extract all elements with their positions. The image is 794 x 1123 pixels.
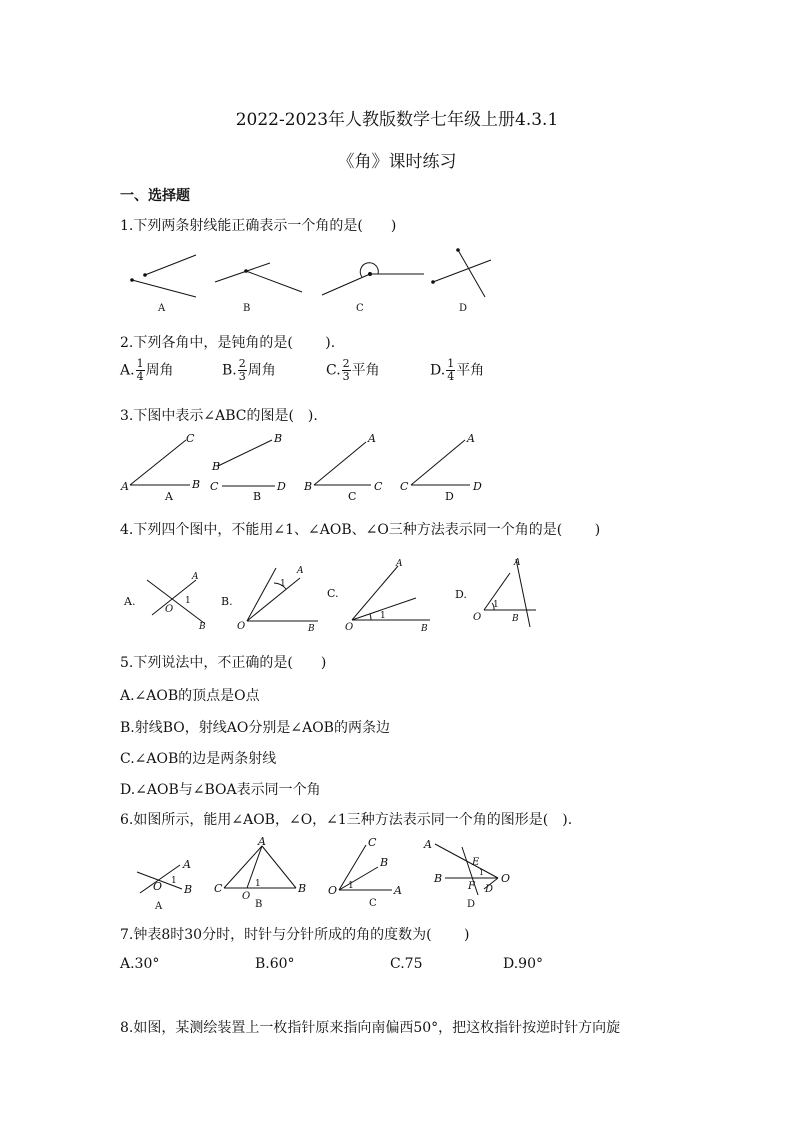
- svg-text:B: B: [380, 856, 389, 869]
- svg-text:D: D: [485, 884, 494, 895]
- q1-label-a: A: [158, 303, 166, 314]
- svg-text:A: A: [368, 432, 376, 445]
- q4-figure-d: [455, 558, 536, 627]
- svg-text:D.: D.: [455, 588, 467, 601]
- svg-text:C: C: [186, 432, 195, 445]
- svg-text:C: C: [368, 836, 377, 849]
- q3-figure-a: [120, 432, 200, 503]
- q6-figure-b: [214, 835, 306, 910]
- q1-figure-a: [130, 255, 196, 314]
- svg-text:B: B: [421, 624, 428, 634]
- svg-text:B: B: [304, 480, 313, 493]
- q6-figure-a: [137, 858, 192, 912]
- svg-text:B.: B.: [221, 595, 233, 608]
- question-2: 2.下列各角中，是钝角的是( ).: [120, 335, 336, 351]
- svg-text:O: O: [242, 891, 251, 902]
- svg-text:E: E: [472, 857, 480, 868]
- q3-figure-d: [400, 432, 482, 503]
- q1-figure-d: [431, 248, 491, 314]
- svg-text:O: O: [501, 872, 511, 885]
- q2-option-c: C. $\frac{2}{3}$ 平角: [326, 357, 380, 383]
- svg-text:D: D: [277, 480, 286, 493]
- doc-title-line1: 2022-2023年人教版数学七年级上册4.3.1: [235, 110, 559, 130]
- question-7: 7.钟表8时30分时，时针与分针所成的角的度数为( ): [120, 927, 470, 943]
- q3-figure-c: [303, 432, 383, 503]
- svg-text:A: A: [165, 490, 173, 503]
- q4-figure-b: [221, 566, 318, 634]
- svg-text:1: 1: [171, 876, 177, 886]
- svg-text:B: B: [212, 460, 221, 473]
- svg-text:B: B: [184, 883, 193, 896]
- q5-option-b: B.射线BO，射线AO分别是∠AOB的两条边: [120, 720, 390, 736]
- svg-text:B: B: [253, 490, 262, 503]
- question-3: 3.下图中表示∠ABC的图是( ).: [120, 408, 318, 424]
- svg-text:O: O: [237, 621, 246, 632]
- q3-figure-b: [210, 432, 286, 503]
- question-5: 5.下列说法中，不正确的是( ): [120, 655, 327, 671]
- svg-text:A: A: [467, 432, 475, 445]
- svg-text:C: C: [400, 480, 409, 493]
- q3-figures: [0, 430, 794, 503]
- svg-text:O: O: [328, 884, 338, 897]
- svg-text:B: B: [512, 614, 519, 624]
- svg-text:A: A: [258, 835, 266, 848]
- svg-text:A: A: [121, 480, 129, 493]
- svg-text:A: A: [396, 559, 403, 569]
- q4-figures: [0, 553, 794, 633]
- svg-text:C: C: [214, 882, 223, 895]
- svg-text:C: C: [348, 490, 357, 503]
- q7-option-b: B.60°: [255, 956, 295, 972]
- svg-text:1: 1: [185, 596, 191, 606]
- svg-text:A: A: [183, 858, 191, 871]
- q6-figure-c: [328, 836, 402, 909]
- question-8: 8.如图，某测绘装置上一枚指针原来指向南偏西50°，把这枚指针按逆时针方向旋: [120, 1020, 621, 1036]
- q6-figures: [0, 835, 794, 915]
- svg-text:B: B: [199, 622, 206, 632]
- svg-text:1: 1: [255, 879, 261, 889]
- q6-figure-d: [423, 838, 510, 910]
- q5-option-d: D.∠AOB与∠BOA表示同一个角: [120, 782, 321, 798]
- svg-text:A: A: [424, 838, 432, 851]
- svg-text:1: 1: [380, 611, 386, 621]
- svg-text:O: O: [473, 612, 482, 623]
- q4-figure-a: [123, 572, 206, 632]
- q1-figures: [0, 245, 794, 325]
- q1-figure-b: [215, 263, 302, 314]
- svg-text:C: C: [210, 480, 219, 493]
- q1-figure-c: [322, 263, 424, 314]
- svg-text:B: B: [192, 478, 201, 491]
- q2-option-a: A. $\frac{1}{4}$ 周角: [120, 357, 174, 383]
- svg-text:A: A: [192, 572, 199, 582]
- svg-text:A: A: [155, 901, 163, 912]
- svg-text:A: A: [394, 884, 402, 897]
- svg-text:1: 1: [280, 579, 286, 589]
- q7-option-c: C.75: [390, 956, 423, 972]
- svg-text:B: B: [274, 432, 283, 445]
- svg-text:D: D: [467, 899, 476, 910]
- doc-title-line2: 《角》课时练习: [337, 152, 457, 172]
- svg-text:C: C: [369, 898, 377, 909]
- svg-text:O: O: [165, 604, 174, 615]
- question-6: 6.如图所示，能用∠AOB，∠O，∠1三种方法表示同一个角的图形是( ).: [120, 812, 573, 828]
- question-4: 4.下列四个图中，不能用∠1、∠AOB、∠O三种方法表示同一个角的是( ): [120, 522, 601, 538]
- svg-text:B: B: [434, 872, 443, 885]
- svg-text:O: O: [153, 880, 163, 893]
- svg-text:D: D: [473, 480, 482, 493]
- q5-option-a: A.∠AOB的顶点是O点: [120, 688, 260, 704]
- svg-text:1: 1: [348, 881, 354, 891]
- svg-text:A: A: [514, 558, 521, 568]
- q2-option-d: D. $\frac{1}{4}$ 平角: [430, 357, 485, 383]
- svg-text:B: B: [255, 899, 263, 910]
- svg-text:1: 1: [493, 600, 499, 610]
- q2-option-b: B. $\frac{2}{3}$ 周角: [222, 357, 276, 383]
- question-1: 1.下列两条射线能正确表示一个角的是( ): [120, 218, 397, 234]
- svg-text:C: C: [374, 480, 383, 493]
- section-heading: 一、选择题: [120, 188, 190, 204]
- svg-text:O: O: [345, 622, 354, 633]
- q7-option-d: D.90°: [503, 956, 543, 972]
- svg-text:A.: A.: [124, 595, 136, 608]
- q4-figure-c: [327, 559, 430, 634]
- q5-option-c: C.∠AOB的边是两条射线: [120, 751, 277, 767]
- q7-option-a: A.30°: [120, 956, 160, 972]
- svg-text:F: F: [468, 881, 475, 892]
- svg-text:1: 1: [479, 868, 485, 877]
- q1-label-b: B: [243, 303, 251, 314]
- q1-label-d: D: [459, 303, 468, 314]
- svg-text:C.: C.: [327, 587, 339, 600]
- svg-text:D: D: [445, 490, 454, 503]
- q1-label-c: C: [356, 303, 364, 314]
- svg-text:A: A: [297, 566, 304, 576]
- svg-text:B: B: [308, 624, 315, 634]
- svg-text:B: B: [298, 882, 307, 895]
